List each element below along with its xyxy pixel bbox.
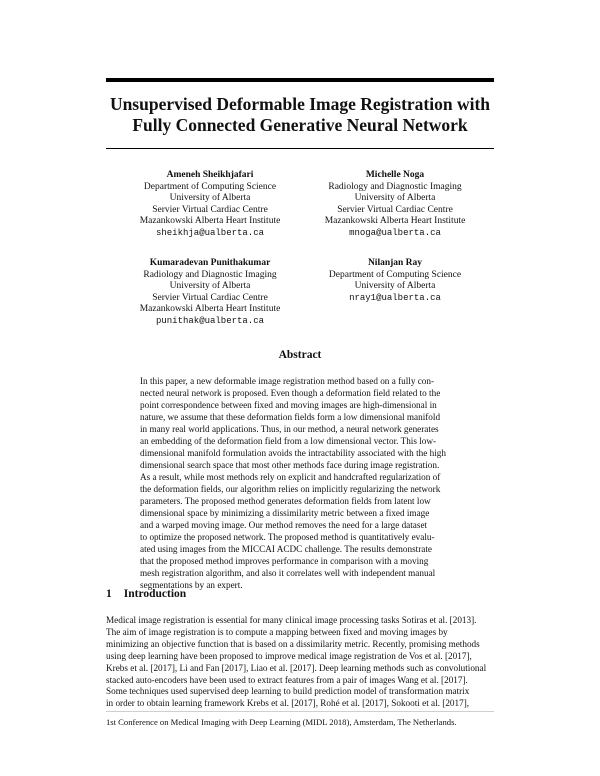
author-affiliation-line: Radiology and Diagnostic Imaging [143,269,277,280]
author-block-1 [115,170,305,240]
author-block-4 [300,258,490,304]
paper-title [100,94,500,136]
author-affiliation-line: Department of Computing Science [143,181,277,192]
author-affiliation-line: Servier Virtual Cardiac Centre [152,204,268,215]
section-heading [106,588,186,600]
author-name: Kumaradevan Punithakumar [149,258,271,268]
author-affiliation-line: Mazankowski Alberta Heart Institute [139,304,281,315]
section-number: 1 [106,588,112,600]
conference-footnote: 1st Conference on Medical Imaging with Deep Learning (MIDL 2018), Amsterdam, The Netherlands. [106,717,457,727]
author-email[interactable]: sheikhja@ualberta.ca [155,227,265,238]
author-affiliation-line: University of Alberta [354,281,436,292]
title-top-rule [106,78,494,82]
author-affiliation-line: Mazankowski Alberta Heart Institute [324,216,466,227]
author-email[interactable]: nray1@ualberta.ca [349,292,441,303]
author-email[interactable]: punithak@ualberta.ca [155,315,265,326]
footnote-rule [106,711,494,712]
author-affiliation-line: Servier Virtual Cardiac Centre [337,204,453,215]
author-affiliation-line: University of Alberta [354,193,436,204]
author-block-3 [115,258,305,328]
author-affiliation-line: Department of Computing Science [328,269,462,280]
title-line-2: Fully Connected Generative Neural Network [132,115,468,135]
abstract-heading: Abstract [278,349,322,361]
author-name: Michelle Noga [365,170,425,180]
section-title: Introduction [123,588,187,600]
author-name: Nilanjan Ray [367,258,423,268]
author-affiliation-line: Servier Virtual Cardiac Centre [152,292,268,303]
title-bottom-rule [106,148,494,149]
author-email[interactable]: mnoga@ualberta.ca [349,227,441,238]
author-affiliation-line: University of Alberta [169,281,251,292]
author-affiliation-line: University of Alberta [169,193,251,204]
author-name: Ameneh Sheikhjafari [166,170,254,180]
author-affiliation-line: Radiology and Diagnostic Imaging [328,181,462,192]
abstract-text: In this paper, a new deformable image registration method based on a fully con- nected neural network is proposed. Even though a deformation field related to the point correspondence between fixed and moving images are high-dimensional in nature, we assume that these deformation fields form a low dimensional manifold in many real world applications. Thus, in our method, a neural network generates an embedding of the deformation field from a low dimensional vector. This low- dimensional manifold formulation avoids the intractability associated with the high dimensional search space that most other methods face during image registration. As a result, while most methods rely on explicit and handcrafted regularization of the deformation fields, our algorithm relies on implicitly regularizing the network parameters. The proposed method generates deformation fields from latent low dimensional space by minimizing a dissimilarity metric between a fixed image and a warped moving image. Our method removes the need for a large dataset to optimize the proposed network. The proposed method is quantitatively evalu- ated using images from the MICCAI ACDC challenge. The results demonstrate that the proposed method improves performance in comparison with a moving mesh registration algorithm, and also it correlates well with independent manual segmentations by an expert. [140,376,446,590]
intro-paragraph: Medical image registration is essential for many clinical image processing tasks Sotiras et al. [2013]. The aim of image registration is to compute a mapping between fixed and moving images by minimizing an objective function that is based on a dissimilarity metric. Recently, promising methods using deep learning have been proposed to improve medical image registration de Vos et al. [2017], Krebs et al. [2017], Li and Fan [2017], Liao et al. [2017]. Deep learning methods such as convolutional stacked auto-encoders have been used to extract features from a pair of images Wang et al. [2017]. Some techniques used supervised deep learning to build prediction model of transformation matrix in order to obtain learning framework Krebs et al. [2017], Rohé et al. [2017], Sokooti et al. [2017], [106,615,487,709]
author-affiliation-line: Mazankowski Alberta Heart Institute [139,216,281,227]
author-block-2 [300,170,490,240]
title-line-1: Unsupervised Deformable Image Registration with [109,94,491,114]
